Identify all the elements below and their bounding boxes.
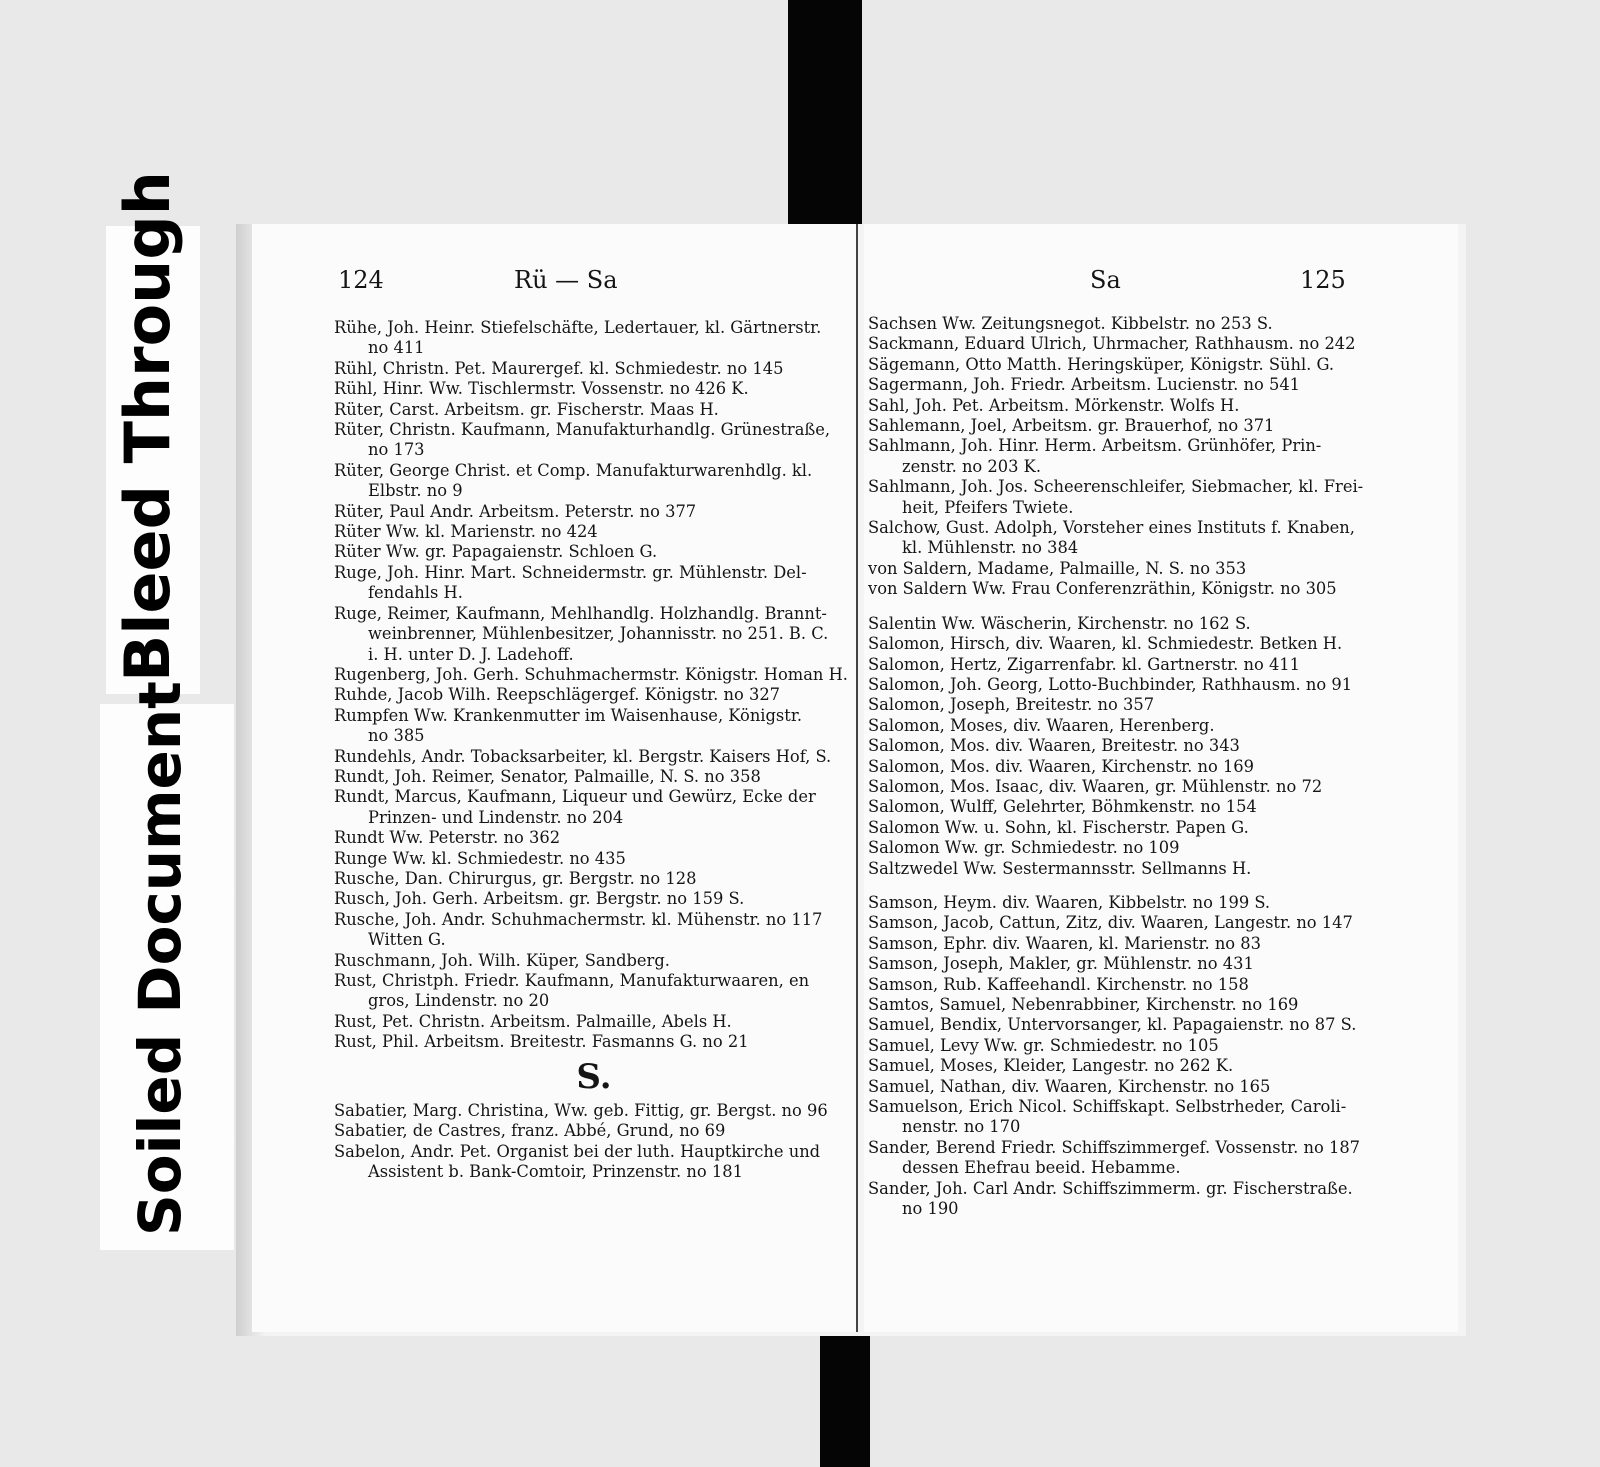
- directory-entry-line: Sahlmann, Joh. Hinr. Herm. Arbeitsm. Grünhöfer, Prin-: [868, 436, 1322, 456]
- directory-entry-line: Sackmann, Eduard Ulrich, Uhrmacher, Rathhausm. no 242: [868, 334, 1356, 354]
- directory-entry-line: Salomon, Joh. Georg, Lotto-Buchbinder, Rathhausm. no 91: [868, 674, 1353, 694]
- entry-continuation-line: no 190: [902, 1199, 959, 1219]
- entry-continuation-line: Elbstr. no 9: [368, 481, 463, 501]
- directory-entry-line: Rugenberg, Joh. Gerh. Schuhmachermstr. Königstr. Homan H.: [334, 664, 848, 684]
- directory-entry-line: Salomon, Mos. div. Waaren, Kirchenstr. no 169: [868, 756, 1255, 776]
- directory-entry-line: Rüter, Christn. Kaufmann, Manufakturhandlg. Grünestraße,: [334, 420, 831, 440]
- directory-entry-line: Salentin Ww. Wäscherin, Kirchenstr. no 162 S.: [868, 613, 1251, 633]
- directory-entry-line: Runge Ww. kl. Schmiedestr. no 435: [334, 848, 626, 868]
- entry-continuation-line: no 411: [368, 338, 425, 358]
- directory-entry-line: Samuelson, Erich Nicol. Schiffskapt. Selbstrheder, Caroli-: [868, 1097, 1347, 1117]
- entry-continuation-line: no 385: [368, 726, 425, 746]
- entry-gap: [868, 879, 1448, 893]
- entry-continuation-line: no 173: [368, 440, 425, 460]
- directory-entry-line: Rusche, Joh. Andr. Schuhmachermstr. kl. Mühenstr. no 117: [334, 909, 823, 929]
- directory-entry-line: Salchow, Gust. Adolph, Vorsteher eines Instituts f. Knaben,: [868, 518, 1355, 538]
- directory-entry-line: Samuel, Nathan, div. Waaren, Kirchenstr. no 165: [868, 1076, 1271, 1096]
- directory-entry-line: Sabatier, de Castres, franz. Abbé, Grund, no 69: [334, 1121, 726, 1141]
- directory-entry-line: Sabatier, Marg. Christina, Ww. geb. Fittig, gr. Bergst. no 96: [334, 1101, 828, 1121]
- directory-entry-line: Salomon Ww. u. Sohn, kl. Fischerstr. Papen G.: [868, 817, 1249, 837]
- directory-entry-line: Samson, Joseph, Makler, gr. Mühlenstr. no 431: [868, 954, 1254, 974]
- directory-entry-line: Rusch, Joh. Gerh. Arbeitsm. gr. Bergstr. no 159 S.: [334, 889, 745, 909]
- left-running-header: Rü — Sa: [514, 266, 618, 294]
- entry-continuation-line: fendahls H.: [368, 583, 463, 603]
- directory-entry-line: Sabelon, Andr. Pet. Organist bei der luth. Hauptkirche und: [334, 1141, 821, 1161]
- directory-entry-line: Ruge, Reimer, Kaufmann, Mehlhandlg. Holzhandlg. Brannt-: [334, 603, 827, 623]
- entry-continuation-line: dessen Ehefrau beeid. Hebamme.: [902, 1158, 1181, 1178]
- right-page-number: 125: [1300, 266, 1346, 294]
- directory-entry-line: Rühe, Joh. Heinr. Stiefelschäfte, Ledertauer, kl. Gärtnerstr.: [334, 318, 822, 337]
- directory-entry-line: Saltzwedel Ww. Sestermannsstr. Sellmanns H.: [868, 858, 1252, 878]
- directory-entry-line: Salomon, Hertz, Zigarrenfabr. kl. Gartnerstr. no 411: [868, 654, 1301, 674]
- left-entry-list: [334, 318, 854, 1183]
- directory-entry-line: Ruschmann, Joh. Wilh. Küper, Sandberg.: [334, 950, 670, 970]
- directory-entry-line: Rüter, Paul Andr. Arbeitsm. Peterstr. no 377: [334, 501, 697, 521]
- directory-entry-line: Samuel, Bendix, Untervorsanger, kl. Papagaienstr. no 87 S.: [868, 1015, 1357, 1035]
- directory-entry-line: Sahlmann, Joh. Jos. Scheerenschleifer, Siebmacher, kl. Frei-: [868, 477, 1364, 497]
- directory-entry-line: Sahlemann, Joel, Arbeitsm. gr. Brauerhof, no 371: [868, 416, 1275, 436]
- directory-entry-line: Salomon, Mos. Isaac, div. Waaren, gr. Mühlenstr. no 72: [868, 776, 1323, 796]
- binder-clip-bottom: [820, 1332, 870, 1467]
- entry-continuation-line: kl. Mühlenstr. no 384: [902, 538, 1079, 558]
- directory-entry-line: Salomon, Joseph, Breitestr. no 357: [868, 695, 1155, 715]
- directory-entry-line: Sagermann, Joh. Friedr. Arbeitsm. Lucienstr. no 541: [868, 375, 1301, 395]
- directory-entry-line: Rühl, Christn. Pet. Maurergef. kl. Schmiedestr. no 145: [334, 358, 784, 378]
- directory-entry-line: Sägemann, Otto Matth. Heringsküper, Königstr. Sühl. G.: [868, 354, 1335, 374]
- entry-continuation-line: Witten G.: [368, 930, 446, 950]
- directory-entry-line: Ruge, Joh. Hinr. Mart. Schneidermstr. gr. Mühlenstr. Del-: [334, 562, 807, 582]
- directory-entry-line: Samuel, Levy Ww. gr. Schmiedestr. no 105: [868, 1035, 1219, 1055]
- directory-entry-line: Salomon, Mos. div. Waaren, Breitestr. no 343: [868, 736, 1240, 756]
- directory-entry-line: Rusche, Dan. Chirurgus, gr. Bergstr. no 128: [334, 868, 697, 888]
- directory-entry-line: Sachsen Ww. Zeitungsnegot. Kibbelstr. no 253 S.: [868, 314, 1273, 333]
- directory-entry-line: Rüter Ww. kl. Marienstr. no 424: [334, 522, 598, 542]
- directory-entry-line: Samtos, Samuel, Nebenrabbiner, Kirchenstr. no 169: [868, 995, 1299, 1014]
- entry-continuation-line: i. H. unter D. J. Ladehoff.: [368, 644, 574, 664]
- directory-entry-line: Samson, Jacob, Cattun, Zitz, div. Waaren, Langestr. no 147: [868, 913, 1353, 933]
- directory-entry-line: Salomon Ww. gr. Schmiedestr. no 109: [868, 838, 1180, 858]
- entry-continuation-line: heit, Pfeifers Twiete.: [902, 497, 1074, 517]
- directory-entry-line: Rumpfen Ww. Krankenmutter im Waisenhause, Königstr.: [334, 705, 803, 725]
- binder-clip-top: [788, 0, 862, 228]
- directory-entry-line: Rüter, Carst. Arbeitsm. gr. Fischerstr. Maas H.: [334, 399, 719, 419]
- directory-entry-line: Ruhde, Jacob Wilh. Reepschlägergef. Königstr. no 327: [334, 685, 781, 705]
- directory-entry-line: Rust, Christph. Friedr. Kaufmann, Manufakturwaaren, en: [334, 971, 810, 990]
- entry-continuation-line: Prinzen- und Lindenstr. no 204: [368, 807, 624, 827]
- directory-entry-line: Rundt, Marcus, Kaufmann, Liqueur und Gewürz, Ecke der: [334, 787, 816, 807]
- directory-entry-line: von Saldern Ww. Frau Conferenzräthin, Königstr. no 305: [868, 579, 1337, 599]
- entry-continuation-line: weinbrenner, Mühlenbesitzer, Johannisstr. no 251. B. C.: [368, 624, 829, 644]
- entry-gap: [868, 600, 1448, 614]
- entry-continuation-line: zenstr. no 203 K.: [902, 456, 1041, 476]
- directory-entry-line: Samuel, Moses, Kleider, Langestr. no 262 K.: [868, 1056, 1234, 1076]
- label-bleed-through: Bleed Through: [111, 171, 184, 682]
- directory-entry-line: Samson, Ephr. div. Waaren, kl. Marienstr. no 83: [868, 933, 1261, 953]
- directory-entry-line: Rust, Pet. Christn. Arbeitsm. Palmaille, Abels H.: [334, 1011, 732, 1031]
- directory-entry-line: Rundehls, Andr. Tobacksarbeiter, kl. Bergstr. Kaisers Hof, S.: [334, 746, 832, 766]
- directory-entry-line: Samson, Rub. Kaffeehandl. Kirchenstr. no 158: [868, 974, 1249, 994]
- directory-entry-line: Sander, Berend Friedr. Schiffszimmergef. Vossenstr. no 187: [868, 1137, 1361, 1157]
- directory-entry-line: Samson, Heym. div. Waaren, Kibbelstr. no 199 S.: [868, 892, 1271, 912]
- section-letter-heading: S.: [576, 1056, 612, 1097]
- directory-entry-line: Rüter Ww. gr. Papagaienstr. Schloen G.: [334, 542, 658, 562]
- directory-entry-line: Rühl, Hinr. Ww. Tischlermstr. Vossenstr. no 426 K.: [334, 379, 749, 399]
- entry-continuation-line: gros, Lindenstr. no 20: [368, 991, 550, 1011]
- directory-entry-line: Rundt, Joh. Reimer, Senator, Palmaille, N. S. no 358: [334, 766, 761, 786]
- label-soiled-document: Soiled Document: [126, 681, 194, 1236]
- right-running-header: Sa: [1090, 266, 1121, 294]
- directory-entry-line: Rundt Ww. Peterstr. no 362: [334, 828, 561, 848]
- entry-continuation-line: Assistent b. Bank-Comtoir, Prinzenstr. no 181: [368, 1162, 743, 1182]
- left-page-number: 124: [338, 266, 384, 294]
- directory-entry-line: Rust, Phil. Arbeitsm. Breitestr. Fasmanns G. no 21: [334, 1032, 749, 1052]
- open-book: [236, 224, 1466, 1336]
- directory-entry-line: Rüter, George Christ. et Comp. Manufakturwarenhdlg. kl.: [334, 460, 813, 480]
- directory-entry-line: Salomon, Hirsch, div. Waaren, kl. Schmiedestr. Betken H.: [868, 634, 1343, 654]
- directory-entry-line: von Saldern, Madame, Palmaille, N. S. no 353: [868, 558, 1247, 578]
- directory-entry-line: Salomon, Moses, div. Waaren, Herenberg.: [868, 715, 1215, 735]
- directory-entry-line: Salomon, Wulff, Gelehrter, Böhmkenstr. no 154: [868, 797, 1257, 817]
- directory-entry-line: Sander, Joh. Carl Andr. Schiffszimmerm. gr. Fischerstraße.: [868, 1178, 1353, 1198]
- directory-entry-line: Sahl, Joh. Pet. Arbeitsm. Mörkenstr. Wolfs H.: [868, 395, 1240, 415]
- right-entry-list: [868, 314, 1448, 1219]
- entry-continuation-line: nenstr. no 170: [902, 1117, 1021, 1137]
- left-page: [252, 224, 858, 1332]
- right-page: [864, 224, 1458, 1332]
